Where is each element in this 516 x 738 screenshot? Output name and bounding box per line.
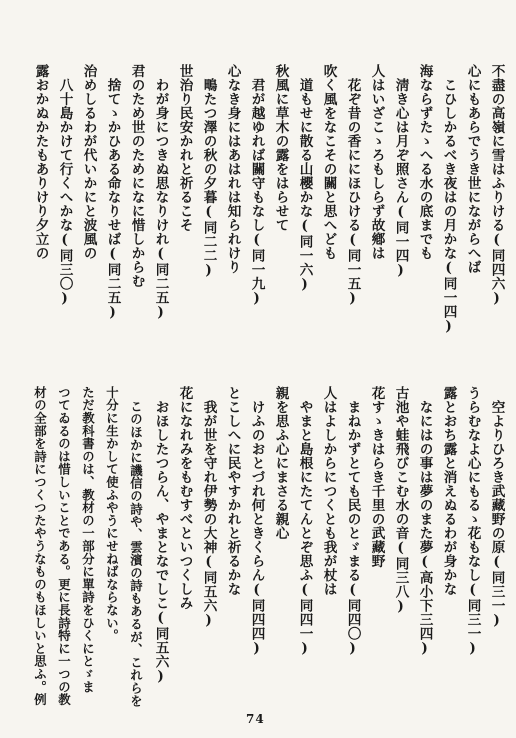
text-column-8: 吹く風をなこその關と思へども — [320, 64, 337, 260]
text-column-28: 人はよしからにつくとも我が杖は — [320, 386, 337, 596]
text-column-40: 材の全部を詩につくつたやうなものもほしいと思ふ。例 — [32, 386, 48, 706]
text-column-25: 古池や蛙飛びこむ水の音(同三八) — [392, 386, 409, 615]
text-column-16: 君のため世のためになに惜しからむ — [128, 64, 145, 288]
text-column-26: 花すゝきはらき千里の武藏野 — [368, 386, 385, 568]
text-column-19: 八十島かけて行くへかな(同三〇) — [56, 78, 73, 307]
text-column-20: 露おかぬかたもありけり夕立の — [32, 64, 49, 260]
text-column-9: 道もせに散る山櫻かな(同一六) — [296, 78, 313, 293]
text-column-3: こひしかるべき夜はの月かな(同一四) — [440, 78, 457, 335]
text-column-39: つてゐるのは惜しいことである。更に長詩特に一つの教 — [56, 386, 72, 706]
text-column-22: うらむなよ心にもるゝ花もなし(同三一) — [464, 386, 481, 657]
text-column-29: やまと島根にたてんとぞ思ふ(同四一) — [296, 400, 313, 657]
text-column-17: 捨てゝかひある命なりせば(同二五) — [104, 78, 121, 321]
text-column-35: おほしたつらん、やまとなでしこ(同五六) — [152, 400, 169, 685]
page-number: 74 — [246, 712, 265, 726]
text-column-24: なにはの事は夢のまた夢(高小下三四) — [416, 400, 433, 657]
text-column-37: 十分に生かして使ふやうにせねばならない。 — [104, 386, 120, 642]
text-column-27: まねかずとても民のとゞまる(同四〇) — [344, 400, 361, 657]
text-column-13: 鴫たつ澤の秋の夕暮(同二二) — [200, 78, 217, 279]
text-column-5: 淸き心は月ぞ照さん(同一四) — [392, 78, 409, 279]
text-column-23: 露とおち露と消えぬるわが身かな — [440, 386, 457, 596]
text-column-11: 君が越ゆれば關守もなし(同一九) — [248, 78, 265, 307]
text-column-33: 我が世を守れ伊勢の大神(同五六) — [200, 400, 217, 629]
text-column-15: わが身につきぬ思なりけれ(同二五) — [152, 78, 169, 321]
text-column-12: 心なき身にはあはれは知られけり — [224, 64, 241, 274]
text-column-7: 花ぞ昔の香ににほひける(同一五) — [344, 78, 361, 307]
text-column-31: けふのおとづれ何ときくらん(同四四) — [248, 400, 265, 657]
text-column-14: 世治り民安かれと祈るこそ — [176, 64, 193, 232]
text-column-10: 秋風に草木の露をはらせて — [272, 64, 289, 232]
text-column-36: このほかに譏信の詩や、雲濱の詩もあるが、これらを — [128, 400, 144, 708]
text-column-1: 不盡の高嶺に雪はふりける(同四六) — [488, 64, 505, 307]
text-column-34: 花になれみをもむすべといつくしみ — [176, 386, 193, 610]
text-column-38: ただ教科書のは、教材の一部分に單詩をひくにとゞま — [80, 386, 96, 694]
text-column-30: 親を思ふ心にまさる親心 — [272, 386, 289, 540]
text-column-6: 人はいざこゝろもしらず故鄕は — [368, 64, 385, 260]
text-column-21: 空よりひろき武藏野の原(同三一) — [488, 400, 505, 629]
text-column-32: とこしへに民やすかれと祈るかな — [224, 386, 241, 596]
text-column-4: 海ならずたゝへる水の底までも — [416, 64, 433, 260]
text-column-18: 治めしるわが代いかにと波風の — [80, 64, 97, 260]
text-column-2: 心にもあらでうき世にながらへば — [464, 64, 481, 274]
